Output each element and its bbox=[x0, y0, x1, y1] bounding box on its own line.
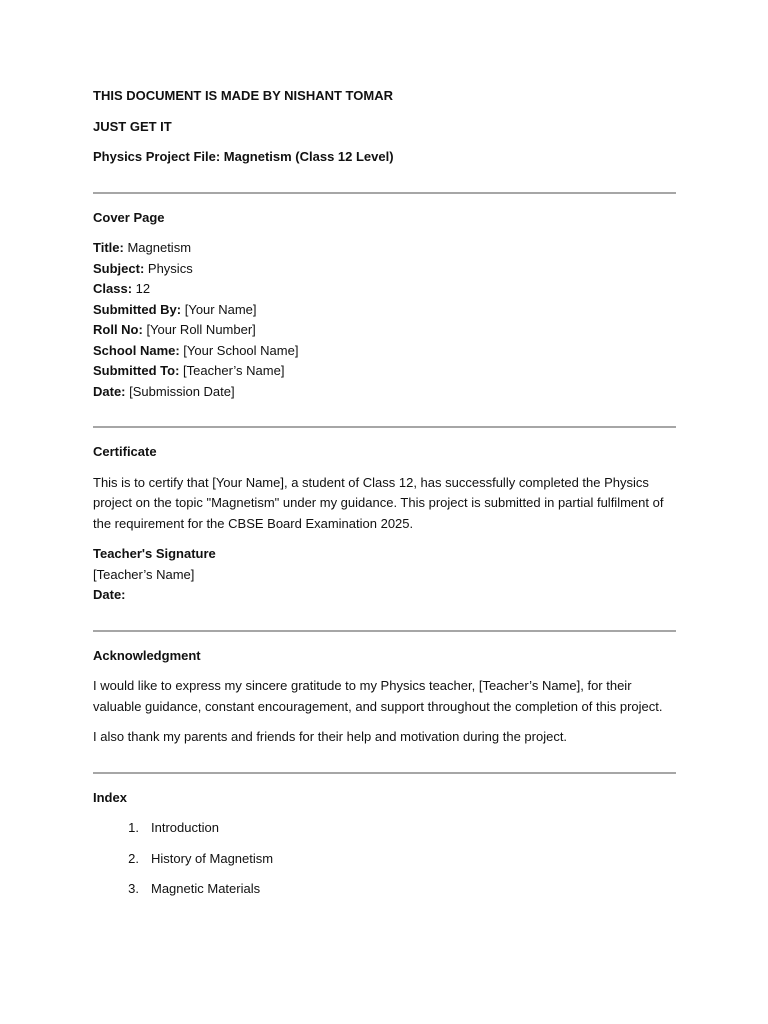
certificate-heading: Certificate bbox=[93, 444, 157, 459]
document-title: Physics Project File: Magnetism (Class 12 Level) bbox=[93, 149, 394, 164]
index-heading: Index bbox=[93, 789, 127, 805]
signature-date-label: Date: bbox=[93, 587, 126, 602]
signature-label: Teacher's Signature bbox=[93, 546, 216, 561]
cover-field-submitted-to: Submitted To: [Teacher’s Name] bbox=[93, 363, 285, 378]
index-item bbox=[93, 849, 676, 870]
certificate-body: This is to certify that [Your Name], a student of Class 12, has successfully completed the Physics project on the topic "Magnetism" under my guidance. This project is submitted in partial fulfilment of the requirement for the CBSE Board Examination 2025. bbox=[93, 474, 664, 531]
index-item bbox=[93, 818, 676, 839]
index-item-text: Introduction bbox=[151, 820, 219, 835]
acknowledgment-heading: Acknowledgment bbox=[93, 647, 201, 663]
index-item-text: Magnetic Materials bbox=[151, 881, 261, 896]
document-content bbox=[93, 86, 676, 900]
tagline: JUST GET IT bbox=[93, 118, 172, 134]
acknowledgment-paragraph-1: I would like to express my sincere gratitude to my Physics teacher, [Teacher’s Name], for their valuable guidance, constant encouragement, and support throughout the completion of this project. bbox=[93, 678, 663, 714]
acknowledgment-paragraph-2: I also thank my parents and friends for their help and motivation during the project. bbox=[93, 729, 568, 744]
cover-field-date: Date: [Submission Date] bbox=[93, 383, 235, 399]
cover-field-title: Title: Magnetism bbox=[93, 240, 192, 255]
cover-page-heading: Cover Page bbox=[93, 209, 165, 225]
cover-field-submitted-by: Submitted By: [Your Name] bbox=[93, 301, 257, 317]
author-line: THIS DOCUMENT IS MADE BY NISHANT TOMAR bbox=[93, 88, 393, 103]
index-item bbox=[93, 879, 676, 900]
index-item-number: 1. bbox=[128, 820, 139, 835]
cover-fields bbox=[93, 238, 676, 402]
index-item-text: History of Magnetism bbox=[151, 850, 274, 866]
index-item-number: 2. bbox=[128, 850, 139, 866]
signature-name: [Teacher’s Name] bbox=[93, 566, 195, 582]
index-item-number: 3. bbox=[128, 881, 139, 896]
cover-field-school-name: School Name: [Your School Name] bbox=[93, 342, 299, 358]
cover-field-class: Class: 12 bbox=[93, 281, 151, 296]
cover-field-roll-no: Roll No: [Your Roll Number] bbox=[93, 322, 256, 337]
cover-field-subject: Subject: Physics bbox=[93, 260, 193, 276]
index-list bbox=[93, 818, 676, 900]
